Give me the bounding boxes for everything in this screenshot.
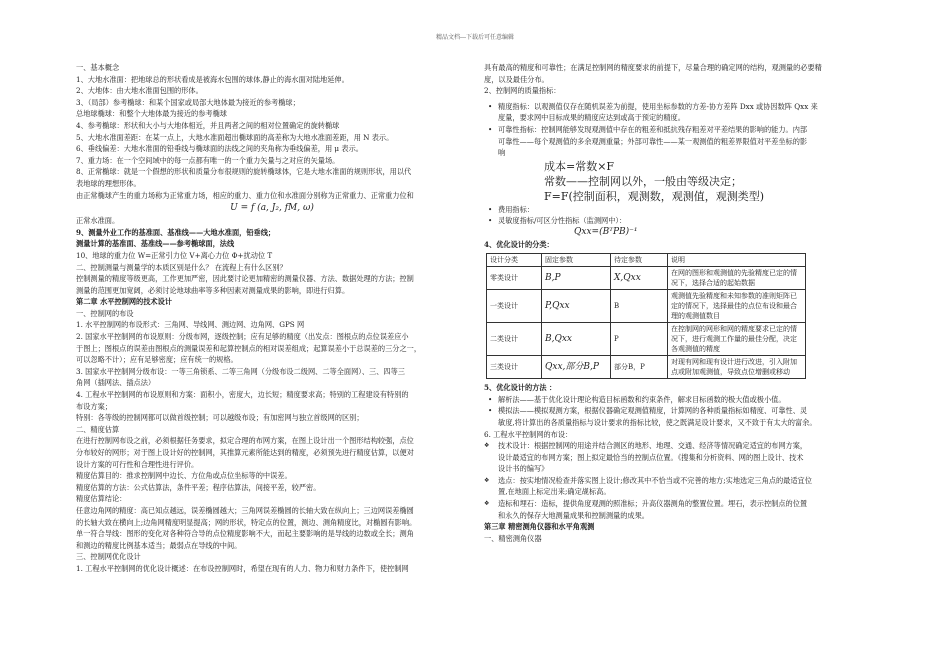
paragraph-line: 测量的范围更加宽阔，必须讨论地球曲率等多种因素对测量成果的影响，即进行归算。 xyxy=(76,285,350,295)
paragraph-line: 二、控制测量与测量学的本质区别是什么？ 在流程上有什么区别？ xyxy=(76,262,287,272)
paragraph-line: 3、（局部）参考椭球：和某个国家或局部大地体最为接近的参考椭球； xyxy=(76,97,300,107)
right-bottom-section xyxy=(484,382,876,544)
table-cell: P,Qxx xyxy=(542,290,611,323)
heading-line: 9、测量外业工作的基准面、基准线——大地水准面，铅垂线； xyxy=(76,227,276,237)
paragraph-line: ❖ 选点：按实地情况检查并落实图上设计;修改其中不恰当或不完善的地方;实地选定三角点的最适宜位 xyxy=(484,475,876,487)
paragraph-line: 6. 工程水平控制网的布设： xyxy=(484,429,573,439)
formula-line: U = f (a, J₂, fM, ω) xyxy=(230,203,314,214)
paragraph-line: 分布较好的网形；对于图上设计好的控制网，其推算元素所能达到的精度，必须预先进行精度估算，以便对 xyxy=(76,448,414,457)
table-row xyxy=(487,290,806,323)
table-row xyxy=(487,323,806,356)
paragraph-line: 总地球椭球：和整个大地体最为接近的参考椭球 xyxy=(76,109,227,119)
paragraph-line: 一、基本概念 xyxy=(76,63,120,72)
paragraph-line: 一、控制网的布设 xyxy=(76,308,134,318)
paragraph-line: 1. 水平控制网的布设形式：三角网、导线网、测边网、边角网、GPS 网 xyxy=(76,320,305,330)
table-cell: 在控制网的网形和网的精度要求已定的情况下，进行观测工作量的最佳分配，决定各观测值的精度 xyxy=(668,323,806,356)
paragraph-line: 1、大地水准面：把地球总的形状看成是被海水包围的球体,静止的海水面对陆地延伸。 xyxy=(76,74,349,84)
table-header: 说明 xyxy=(668,254,806,267)
cost-formula-1: 成本=常数×F xyxy=(544,159,615,173)
paragraph-line: 角网（插网法、插点法） xyxy=(76,378,156,388)
table-header: 待定参数 xyxy=(611,254,668,267)
page-header: 精品文档---下载后可任意编辑 xyxy=(435,34,515,41)
paragraph-line: 10、地球的重力位 W=正常引力位 V+离心力位 Φ+扰动位 T xyxy=(76,250,273,260)
table-cell: 观测值先验精度和未知参数的准则矩阵已定的情况下，选择最佳的点位布设和最合理的观测值数目 xyxy=(668,290,806,323)
paragraph-line: 设计最适宜的布网方案；图上拟定最恰当的控制点位置。《搜集和分析资料、网的图上设计、技术 xyxy=(498,452,804,462)
paragraph-line: 精度估算的方法：公式估算法，条件平差；程序估算法，间接平差，较严密。 xyxy=(76,482,321,492)
precision-index: • 精度指标：以观测值仅存在随机误差为前提，使用坐标参数的方差-协方差阵 Dxx 或协因数阵 Qxx 来 xyxy=(484,101,876,113)
paragraph-line: 4、参考椭球：形状和大小与大地体相近，并且两者之间的相对位置确定的旋转椭球 xyxy=(76,120,340,130)
heading-line: 测量计算的基准面、基准线——参考椭球面，法线 xyxy=(76,239,235,249)
table-header-row xyxy=(487,254,806,267)
paragraph-line: • 解析法——基于优化设计理论构造目标函数和约束条件，解求目标函数的极大值或极小值。 xyxy=(484,394,876,406)
right-column xyxy=(484,62,876,544)
table-cell: 零类设计 xyxy=(487,267,542,290)
paragraph-line: • 模拟法——模拟观测方案，根据仪器确定观测值精度，计算网的各种质量指标如精度、可靠性、灵 xyxy=(484,405,876,417)
paragraph-line: 1. 工程水平控制网的优化设计概述：在布设控制网时，希望在现有的人力、物力和财力条件下，使控制网 xyxy=(76,563,409,573)
table-cell: B,Qxx xyxy=(542,323,611,356)
table-cell: 二类设计 xyxy=(487,323,542,356)
paragraph-line: 在进行控制网布设之前，必须根据任务要求，拟定合理的布网方案，在图上设计出一个图形结构较强，点位 xyxy=(76,436,414,446)
table-cell: 部分B，P xyxy=(611,356,668,379)
table-header: 设计分类 xyxy=(487,254,542,267)
table-cell: B xyxy=(611,290,668,323)
table-header: 固定参数 xyxy=(542,254,611,267)
paragraph-line: 具有最高的精度和可靠性；在满足控制网的精度要求的前提下，尽量合理的确定网的结构，观测量的必要精 xyxy=(484,63,822,72)
paragraph-line: 6、垂线偏差：大地水准面的铅垂线与椭球面的法线之间的夹角称为垂线偏差，用 μ 表示。 xyxy=(76,144,363,154)
paragraph-line: 和测边的精度比例基本适当；最弱点在导线的中间。 xyxy=(76,540,242,550)
paragraph-line: 3. 国家水平控制网分级布设：一等三角锁系、二等三角网（分级布设二级网、二等全面网）、三、四等三 xyxy=(76,366,405,376)
paragraph-line: 设计书的编写》 xyxy=(498,464,549,474)
paragraph-line: 5、大地水准面差距：在某一点上，大地水准面超出椭球面的高差称为大地水准面差距，用 N 表示。 xyxy=(76,132,394,142)
table-cell: B,P xyxy=(542,267,611,290)
paragraph-line: ❖ 技术设计：根据控制网的用途并结合测区的地形、地理、交通、经济等情况确定适宜的布网方案， xyxy=(484,440,876,452)
paragraph-line: 表地球的理想形体。 xyxy=(76,178,141,188)
paragraph-line: 由正常椭球产生的重力场称为正常重力场，相应的重力、重力位和水准面分别称为正常重力、正常重力位和 xyxy=(76,190,414,200)
paragraph-line: 可以忽略不计）；应有足够密度；应有统一的规格。 xyxy=(76,355,238,365)
table-title: 4、优化设计的分类： xyxy=(484,239,554,249)
paragraph-line: 二、精度估算 xyxy=(76,424,120,434)
heading-line: 第二章 水平控制网的技术设计 xyxy=(76,297,172,307)
paragraph-line: 度，以及最佳分布。 xyxy=(484,74,549,84)
paragraph-line: 2、控制网的质量指标： xyxy=(484,86,561,96)
table-cell: X,Qxx xyxy=(611,267,668,290)
sensitivity-index: • 灵敏度指标/可区分性指标（监测网中）： xyxy=(484,215,876,227)
table-cell: Qxx,部分B,P xyxy=(542,356,611,379)
paragraph-line: 一、精密测角仪器 xyxy=(484,533,542,543)
paragraph-line: 和永久的保存大地测量成果和控制测量的成果。 xyxy=(498,510,649,520)
paragraph-line: 8、正常椭球：就是一个假想的形状和质量分布很规则的旋转椭球体，它是大地水准面的规则形状，用以代 xyxy=(76,167,412,177)
paragraph-line: 置,在地面上标定出来;确定觇标高。 xyxy=(498,487,611,497)
table-cell: 对现有网和现有设计进行改进，引入附加点或附加观测值，导致点位增删或移动 xyxy=(668,356,806,379)
table-cell: 三类设计 xyxy=(487,356,542,379)
paragraph-line: 布设方案； xyxy=(76,401,112,411)
table-cell: 在网的图形和观测值的先验精度已定的情况下，选择合适的起始数据 xyxy=(668,267,806,290)
paragraph-line: 设计方案的可行性和合理性进行评价。 xyxy=(76,459,199,469)
paragraph-line: ❖ 造标和埋石：造标，提供角度观测的照准标；升高仪器测角的整置位置。埋石，表示控制点的位置 xyxy=(484,498,876,510)
optimization-table xyxy=(486,253,806,379)
cost-index: • 费用指标： xyxy=(484,204,876,216)
paragraph-line: 7、重力场：在一个空间域中的每一点都有唯一的一个重力矢量与之对应的矢量场。 xyxy=(76,155,340,165)
paragraph-line: 正常水准面。 xyxy=(76,216,120,226)
paragraph-line: 精度估算目的：推求控制网中边长、方位角或点位坐标等的中误差。 xyxy=(76,471,292,481)
qxx-formula: Qxx=(BᵀPB)⁻¹ xyxy=(574,226,638,237)
paragraph-line: 任意边角网的精度：高已知点越远，误差椭圆越大；三角网误差椭圆的长轴大致在纵向上；三边网误差椭圆 xyxy=(76,505,414,515)
table-row xyxy=(487,356,806,379)
paragraph-line: 于图上；图根点的误差由图根点的测量误差和起算控制点的相对误差组成；起算误差小于总误差的三分之一， xyxy=(76,343,422,353)
table-cell: P xyxy=(611,323,668,356)
paragraph-line: 特别：各等级的控制网都可以做首级控制；可以越级布设；有加密网与独立首级网的区别； xyxy=(76,413,364,423)
paragraph-line: 2. 国家水平控制网的布设原则：分级布网，逐级控制；应有足够的精度（出发点：图根点的点位误差应小 xyxy=(76,332,409,342)
paragraph-line: 三、控制网优化设计 xyxy=(76,552,141,562)
cost-formula-2: 常数——控制网以外，一般由等级决定； xyxy=(544,174,742,188)
paragraph-line: 敏度,将计算出的各质量指标与设计要求的指标比较，使之既满足设计要求，又不致于有太大的富余。 xyxy=(498,417,817,427)
heading-line: 5、优化设计的方法 ： xyxy=(484,383,557,393)
paragraph-line: 控制测量的精度等级更高，工作更加严密，因此要讨论更加精密的测量仪器、方法、数据处理的方法；控制 xyxy=(76,274,414,284)
table-row xyxy=(487,267,806,290)
paragraph-line: 单一符合导线：图形的变化对各种符合导的点位精度影响不大，而起主要影响的是导线的边数或全长；测角 xyxy=(76,529,414,539)
paragraph-line: 精度估算结论： xyxy=(76,494,127,504)
paragraph-line: 2、大地体：由大地水准面包围的形体。 xyxy=(76,86,203,96)
left-column xyxy=(76,62,468,575)
paragraph-line: 的长轴大致在横向上;边角网精度明显提高；网的形状，特定点的位置，测边、测角精度比，对椭圆有影响。 xyxy=(76,517,417,527)
paragraph-line: 响 xyxy=(498,148,506,158)
paragraph-line: 度量，要求网中目标成果的精度应达到或高于预定的精度。 xyxy=(498,113,685,123)
paragraph-line: 可靠性——每个观测值的多余观测重量；外部可靠性——某一观测值的粗差界限值对平差坐标的影 xyxy=(498,136,808,146)
cost-formula-3: F=F(控制面积，观测数，观测值，观测类型) xyxy=(544,189,765,203)
table-cell: 一类设计 xyxy=(487,290,542,323)
paragraph-line: 4. 工程水平控制网的布设原则和方案：面积小，密度大，边长短；精度要求高；特别的工程建设有特别的 xyxy=(76,390,409,400)
heading-line: 第三章 精密测角仪器和水平角观测 xyxy=(484,522,595,532)
reliability-index: • 可靠性指标：控制网能够发现观测值中存在的粗差和抵抗残存粗差对平差结果的影响的能力。内部 xyxy=(484,124,876,136)
